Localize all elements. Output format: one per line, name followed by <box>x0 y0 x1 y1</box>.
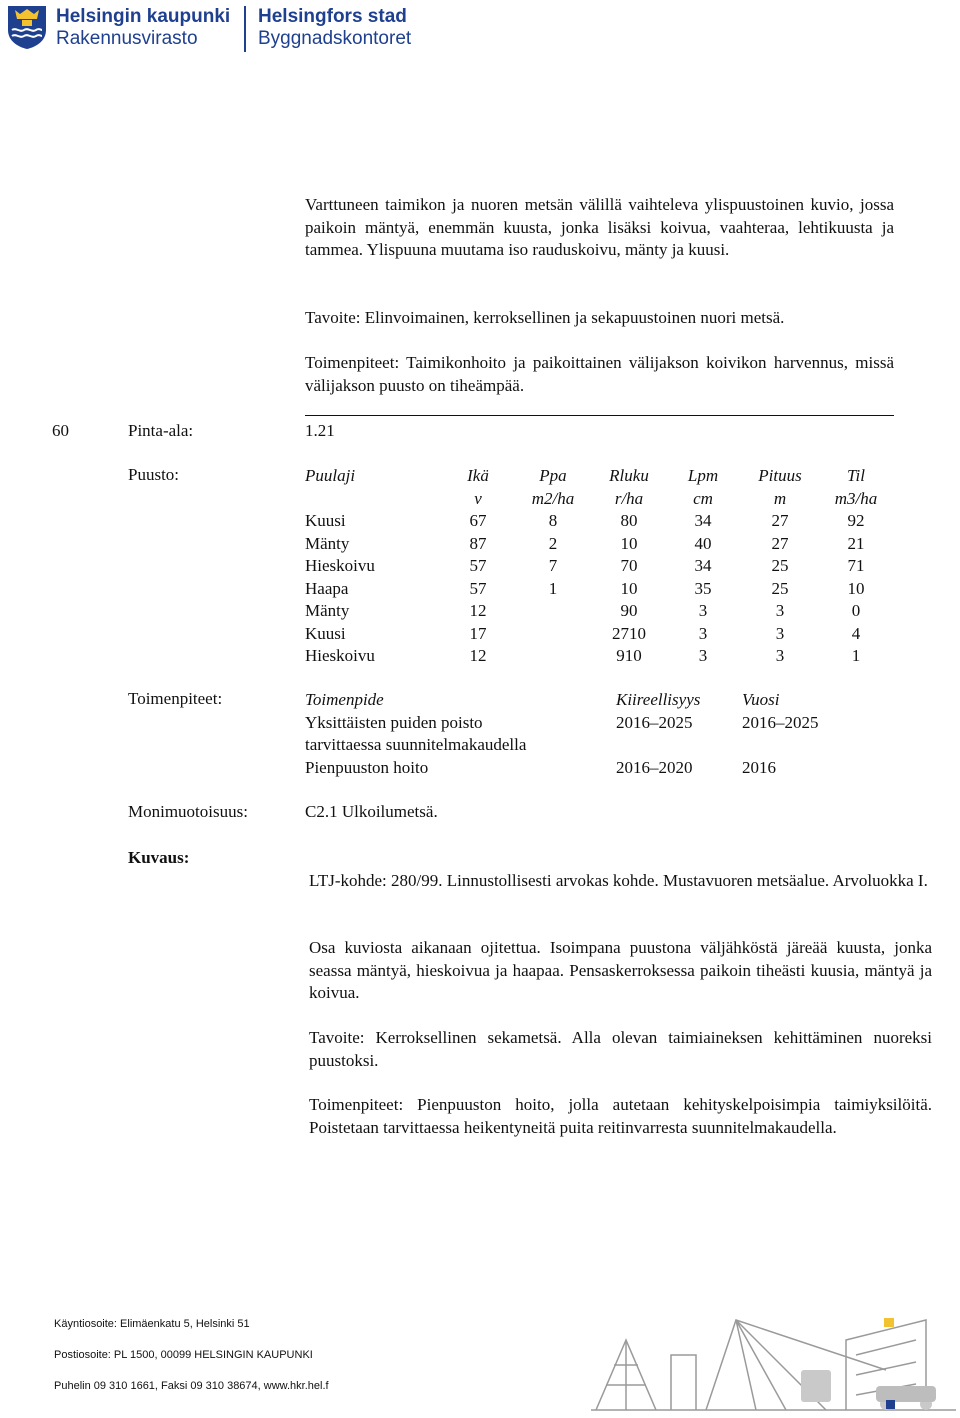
stand-cell-r1-c6: 21 <box>847 533 865 553</box>
stand-cell-r6-c5: 3 <box>775 646 785 665</box>
org1-line1: Helsingin kaupunki <box>56 6 231 27</box>
measures-header-0: Toimenpide <box>305 690 384 709</box>
org-name-finnish <box>56 6 230 50</box>
section-rule <box>305 415 894 416</box>
measures-header-2: Vuosi <box>742 690 780 709</box>
stand-cell-r2-c3: 70 <box>620 556 638 575</box>
stand-cell-r5-c6: 4 <box>851 623 861 643</box>
plot-number: 60 <box>52 421 69 440</box>
stand-cell-r0-c4: 34 <box>694 511 712 530</box>
measures-action-cont-0: tarvittaessa suunnitelmakaudella <box>305 735 527 754</box>
stand-cell-r3-c4: 35 <box>694 578 712 598</box>
city-illustration <box>586 1300 958 1414</box>
stand-cell-r4-c3: 90 <box>620 601 638 620</box>
measures-header-1: Kiireellisyys <box>616 690 701 709</box>
stand-header-1-bottom: v <box>474 488 482 508</box>
description-p3: Tavoite: Kerroksellinen sekametsä. Alla olevan taimiaineksen kehittäminen nuoreksi puustoksi. <box>309 1028 932 1070</box>
org2-line1: Helsingfors stad <box>258 6 407 27</box>
stand-cell-r3-c5: 25 <box>771 578 789 598</box>
stand-cell-r1-c4: 40 <box>694 533 712 553</box>
diversity-value: C2.1 Ulkoilumetsä. <box>305 802 438 821</box>
footer-phone: Puhelin 09 310 1661, Faksi 09 310 38674, www.hkr.hel.f <box>54 1380 329 1392</box>
stand-cell-r2-c0: Hieskoivu <box>305 556 375 575</box>
intro-actions: Toimenpiteet: Taimikonhoito ja paikoittainen välijakson koivikon harvennus, missä välijakson puusto on tiheämpää. <box>305 353 894 395</box>
org2-line2: Byggnadskontoret <box>258 28 412 49</box>
stand-cell-r4-c4: 3 <box>698 601 708 620</box>
stand-cell-r3-c6: 10 <box>847 578 865 598</box>
stand-cell-r2-c2: 7 <box>548 556 558 575</box>
stand-cell-r1-c1: 87 <box>469 533 487 553</box>
stand-header-2-top: Ppa <box>539 466 567 485</box>
measures-urgency-1: 2016–2020 <box>616 757 693 777</box>
description-label: Kuvaus: <box>128 848 190 867</box>
stand-cell-r0-c5: 27 <box>771 511 789 530</box>
footer-post-address: Postiosoite: PL 1500, 00099 HELSINGIN KAUPUNKI <box>54 1349 313 1361</box>
measures-year-0: 2016–2025 <box>742 712 819 732</box>
stand-cell-r2-c5: 25 <box>771 556 789 575</box>
stand-cell-r5-c3: 2710 <box>612 623 646 643</box>
stand-cell-r0-c1: 67 <box>469 511 487 530</box>
stand-header-6-top: Til <box>847 466 865 485</box>
stand-cell-r2-c6: 71 <box>847 556 865 575</box>
stand-cell-r6-c1: 12 <box>469 646 487 665</box>
stand-header-5-top: Pituus <box>758 466 802 485</box>
stand-header-5-bottom: m <box>773 488 787 508</box>
measures-year-1: 2016 <box>742 757 776 777</box>
stand-cell-r6-c0: Hieskoivu <box>305 646 375 665</box>
stand-cell-r3-c3: 10 <box>620 578 638 598</box>
stand-cell-r5-c1: 17 <box>469 623 487 643</box>
description-p4: Toimenpiteet: Pienpuuston hoito, jolla autetaan kehityskelpoisimpia taimiyksilöitä. Poistetaan tarvittaessa heikentyneitä puita reitinvarresta suunnitelmakaudella. <box>309 1095 932 1137</box>
stand-cell-r3-c2: 1 <box>548 578 558 598</box>
stand-header-3-bottom: r/ha <box>614 488 644 508</box>
description-p2: Osa kuviosta aikanaan ojitettua. Isoimpana puustona väljähköstä järeää kuusta, jonka seassa mäntyä, hieskoivua ja haapaa. Pensaskerroksessa paikoin tiheästi kuusia, mäntyä ja koivua. <box>309 938 932 1002</box>
stand-cell-r6-c4: 3 <box>698 646 708 665</box>
stand-cell-r1-c0: Mänty <box>305 533 350 553</box>
stand-cell-r6-c6: 1 <box>851 646 861 665</box>
description-p1: LTJ-kohde: 280/99. Linnustollisesti arvokas kohde. Mustavuoren metsäalue. Arvoluokka I. <box>309 871 928 890</box>
stand-cell-r5-c0: Kuusi <box>305 623 346 643</box>
stand-header-2-bottom: m2/ha <box>531 488 575 508</box>
stand-cell-r2-c4: 34 <box>694 556 712 575</box>
helsinki-crest-logo <box>6 4 48 50</box>
stand-cell-r4-c1: 12 <box>469 601 487 620</box>
stand-header-3-top: Rluku <box>609 466 649 485</box>
stand-cell-r4-c0: Mänty <box>305 601 350 620</box>
stand-label: Puusto: <box>128 465 180 484</box>
stand-cell-r0-c3: 80 <box>620 511 638 530</box>
measures-label: Toimenpiteet: <box>128 689 223 708</box>
stand-cell-r3-c1: 57 <box>469 578 487 598</box>
stand-cell-r1-c5: 27 <box>771 533 789 553</box>
stand-cell-r5-c5: 3 <box>775 623 785 643</box>
org-name-swedish <box>258 6 411 50</box>
area-value: 1.21 <box>305 421 335 440</box>
stand-header-6-bottom: m3/ha <box>834 488 878 508</box>
intro-goal: Tavoite: Elinvoimainen, kerroksellinen ja sekapuustoinen nuori metsä. <box>305 308 785 327</box>
stand-cell-r6-c3: 910 <box>616 646 642 665</box>
org1-line2: Rakennusvirasto <box>56 28 198 49</box>
area-label: Pinta-ala: <box>128 421 194 440</box>
stand-header-4-top: Lpm <box>687 466 719 485</box>
stand-cell-r4-c5: 3 <box>775 601 785 620</box>
stand-header-1-top: Ikä <box>467 466 489 485</box>
measures-action-1: Pienpuuston hoito <box>305 757 429 777</box>
stand-header-0-top: Puulaji <box>305 466 356 485</box>
stand-cell-r1-c2: 2 <box>548 533 558 553</box>
stand-cell-r5-c4: 3 <box>698 623 708 643</box>
intro-description: Varttuneen taimikon ja nuoren metsän välillä vaihteleva ylispuustoinen kuvio, jossa paikoin mäntyä, enemmän kuusta, jonka lisäksi koivua, vaahteraa, lehtikuusta ja tammea. Ylispuuna muutama iso rauduskoivu, mänty ja kuusi. <box>305 195 894 259</box>
stand-cell-r0-c6: 92 <box>847 511 865 530</box>
stand-cell-r4-c6: 0 <box>851 601 861 620</box>
stand-cell-r1-c3: 10 <box>620 533 638 553</box>
stand-header-4-bottom: cm <box>693 488 713 508</box>
measures-action-0: Yksittäisten puiden poisto <box>305 712 483 732</box>
measures-urgency-0: 2016–2025 <box>616 712 693 732</box>
stand-cell-r0-c2: 8 <box>548 511 558 530</box>
header-divider <box>244 6 246 52</box>
diversity-label: Monimuotoisuus: <box>128 802 248 821</box>
stand-cell-r2-c1: 57 <box>469 556 487 575</box>
stand-cell-r0-c0: Kuusi <box>305 511 346 530</box>
footer-visit-address: Käyntiosoite: Elimäenkatu 5, Helsinki 51 <box>54 1318 250 1330</box>
stand-cell-r3-c0: Haapa <box>305 578 349 598</box>
